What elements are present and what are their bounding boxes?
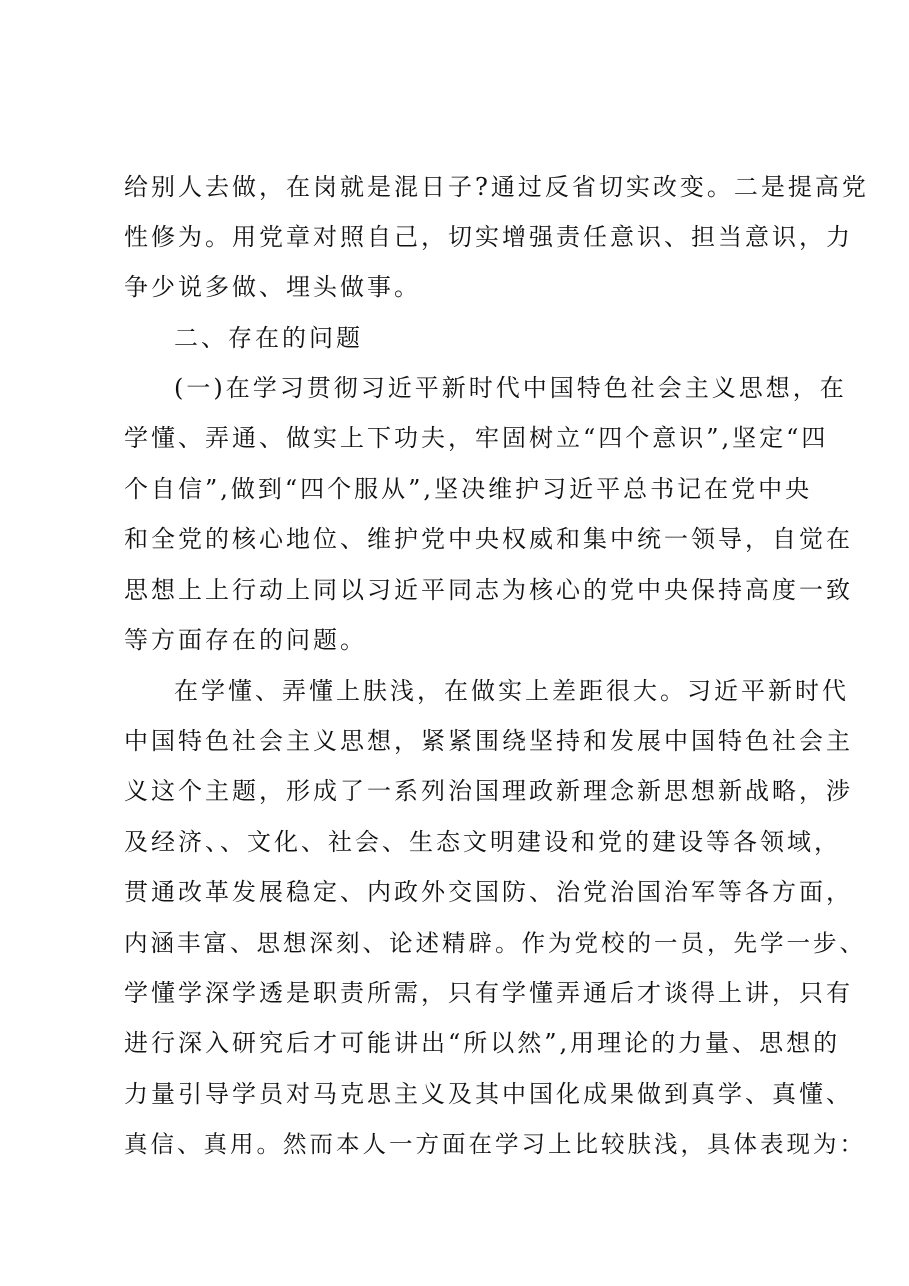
subsection-heading: (一)在学习贯彻习近平新时代中国特色社会主义思想，在 <box>174 374 847 402</box>
text-line: 及经济、、文化、社会、生态文明建设和党的建设等各领域， <box>124 828 841 856</box>
text-line: 等方面存在的问题。 <box>124 626 367 654</box>
text-line: 进行深入研究后才可能讲出“所以然”,用理论的力量、思想的 <box>124 1029 841 1057</box>
text-line: 个自信”,做到“四个服从”,坚决维护习近平总书记在党中央 <box>124 475 813 503</box>
text-line: 贯通改革发展稳定、内政外交国防、治党治国治军等各方面， <box>124 878 853 906</box>
text-line: 和全党的核心地位、维护党中央权威和集中统一领导，自觉在 <box>124 525 853 553</box>
text-line: 争少说多做、埋头做事。 <box>124 273 421 301</box>
text-line: 思想上上行动上同以习近平同志为核心的党中央保持高度一致 <box>124 576 853 604</box>
text-line: 学懂学深学透是职责所需，只有学懂弄通后才谈得上讲，只有 <box>124 979 853 1007</box>
text-line: 内涵丰富、思想深刻、论述精辟。作为党校的一员，先学一步、 <box>124 929 866 957</box>
text-line: 真信、真用。然而本人一方面在学习上比较肤浅，具体表现为： <box>124 1130 866 1158</box>
text-line: 性修为。用党章对照自己，切实增强责任意识、担当意识，力 <box>124 223 853 251</box>
section-heading: 二、存在的问题 <box>174 324 363 352</box>
text-line: 给别人去做，在岗就是混日子?通过反省切实改变。二是提高党 <box>124 173 869 201</box>
text-line: 学懂、弄通、做实上下功夫，牢固树立“四个意识”,坚定“四 <box>124 424 829 452</box>
paragraph-start: 在学懂、弄懂上肤浅，在做实上差距很大。习近平新时代 <box>174 677 849 705</box>
text-line: 力量引导学员对马克思主义及其中国化成果做到真学、真懂、 <box>124 1080 853 1108</box>
text-line: 义这个主题，形成了一系列治国理政新理念新思想新战略，涉 <box>124 777 853 805</box>
text-line: 中国特色社会主义思想，紧紧围绕坚持和发展中国特色社会主 <box>124 727 853 755</box>
